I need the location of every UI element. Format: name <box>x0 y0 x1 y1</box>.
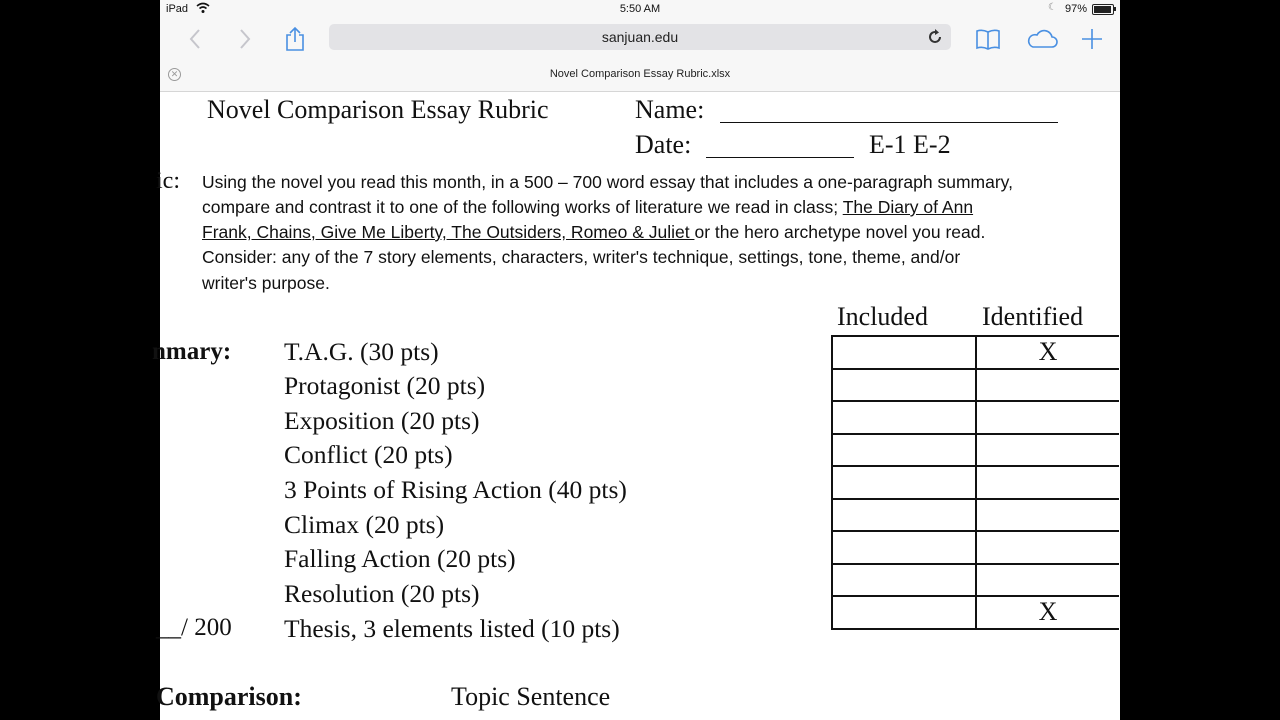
table-row <box>832 499 1119 532</box>
status-bar <box>160 0 1120 20</box>
date-blank-line <box>706 157 854 158</box>
ipad-screen <box>152 0 1120 720</box>
rubric-item: Conflict (20 pts) <box>284 440 453 469</box>
battery-percent: 97% <box>1065 3 1088 15</box>
identified-cell[interactable] <box>976 401 1119 434</box>
rubric-checklist-table <box>831 335 1119 630</box>
identified-cell[interactable]: X <box>976 596 1119 629</box>
moon-icon: ☾ <box>1048 2 1057 13</box>
date-label: Date: <box>635 130 692 159</box>
browser-toolbar <box>160 20 1120 58</box>
included-cell[interactable] <box>832 596 976 629</box>
close-icon[interactable]: ✕ <box>168 68 181 81</box>
reload-icon[interactable] <box>927 26 943 51</box>
share-icon[interactable] <box>280 24 310 54</box>
topic-line-2-text: compare and contrast it to one of the following works of literature we read in class; <box>202 197 839 217</box>
document-title: Novel Comparison Essay Rubric <box>207 95 549 124</box>
rubric-item: 3 Points of Rising Action (40 pts) <box>284 475 627 504</box>
table-row <box>832 401 1119 434</box>
identified-cell[interactable] <box>976 434 1119 467</box>
table-row <box>832 531 1119 564</box>
table-row <box>832 369 1119 402</box>
column-identified: Identified <box>982 302 1084 331</box>
rubric-item: T.A.G. (30 pts) <box>284 337 439 366</box>
included-cell[interactable] <box>832 466 976 499</box>
column-included: Included <box>837 302 928 331</box>
topic-line-3-text: or the hero archetype novel you read. <box>694 222 986 242</box>
works-list-part-2: Frank, Chains, Give Me Liberty, The Outsiders, Romeo & Juliet <box>202 222 695 242</box>
score-blank: __/ 200 <box>156 614 232 641</box>
status-time: 5:50 AM <box>619 3 661 15</box>
rubric-item: Resolution (20 pts) <box>284 579 480 608</box>
comparison-label: Comparison: <box>156 682 302 711</box>
included-cell[interactable] <box>832 499 976 532</box>
address-bar[interactable] <box>329 24 951 50</box>
cloud-icon[interactable] <box>1025 24 1055 54</box>
plus-icon[interactable] <box>1077 24 1107 54</box>
included-cell[interactable] <box>832 369 976 402</box>
topic-line-4: Consider: any of the 7 story elements, characters, writer's technique, settings, tone, theme, and/or <box>202 247 961 267</box>
rubric-item: Exposition (20 pts) <box>284 406 480 435</box>
identified-cell[interactable] <box>976 369 1119 402</box>
identified-cell[interactable]: X <box>976 336 1119 369</box>
topic-label: ic: <box>156 168 180 194</box>
rubric-item: Falling Action (20 pts) <box>284 544 516 573</box>
identified-cell[interactable] <box>976 499 1119 532</box>
rubric-item: Thesis, 3 elements listed (10 pts) <box>284 614 620 643</box>
topic-line-3 <box>202 222 985 243</box>
device-name: iPad <box>166 3 189 15</box>
topic-line-2 <box>202 197 973 218</box>
book-icon[interactable] <box>973 24 1003 54</box>
file-name: Novel Comparison Essay Rubric.xlsx <box>549 68 731 80</box>
battery-icon <box>1092 4 1114 15</box>
name-blank-line <box>720 122 1058 123</box>
table-row <box>832 564 1119 597</box>
works-list-part-1: The Diary of Ann <box>842 197 974 217</box>
topic-line-5: writer's purpose. <box>202 273 330 293</box>
included-cell[interactable] <box>832 336 976 369</box>
included-cell[interactable] <box>832 434 976 467</box>
url-text: sanjuan.edu <box>601 29 679 45</box>
summary-label: nmary: <box>152 338 232 365</box>
table-row <box>832 596 1119 629</box>
included-cell[interactable] <box>832 564 976 597</box>
identified-cell[interactable] <box>976 564 1119 597</box>
rubric-item: Climax (20 pts) <box>284 510 445 539</box>
table-row <box>832 434 1119 467</box>
table-row <box>832 336 1119 369</box>
identified-cell[interactable] <box>976 466 1119 499</box>
chevron-left-icon[interactable] <box>180 24 210 54</box>
topic-sentence-item: Topic Sentence <box>451 682 611 711</box>
identified-cell[interactable] <box>976 531 1119 564</box>
rubric-item: Protagonist (20 pts) <box>284 371 486 400</box>
file-title-bar <box>160 58 1120 92</box>
table-row <box>832 466 1119 499</box>
document-view <box>152 92 1120 720</box>
topic-line-1: Using the novel you read this month, in a 500 – 700 word essay that includes a one-paragraph summary, <box>202 172 1013 192</box>
period-options: E-1 E-2 <box>869 130 951 159</box>
included-cell[interactable] <box>832 401 976 434</box>
chevron-right-icon[interactable] <box>230 24 260 54</box>
included-cell[interactable] <box>832 531 976 564</box>
name-label: Name: <box>635 95 705 124</box>
